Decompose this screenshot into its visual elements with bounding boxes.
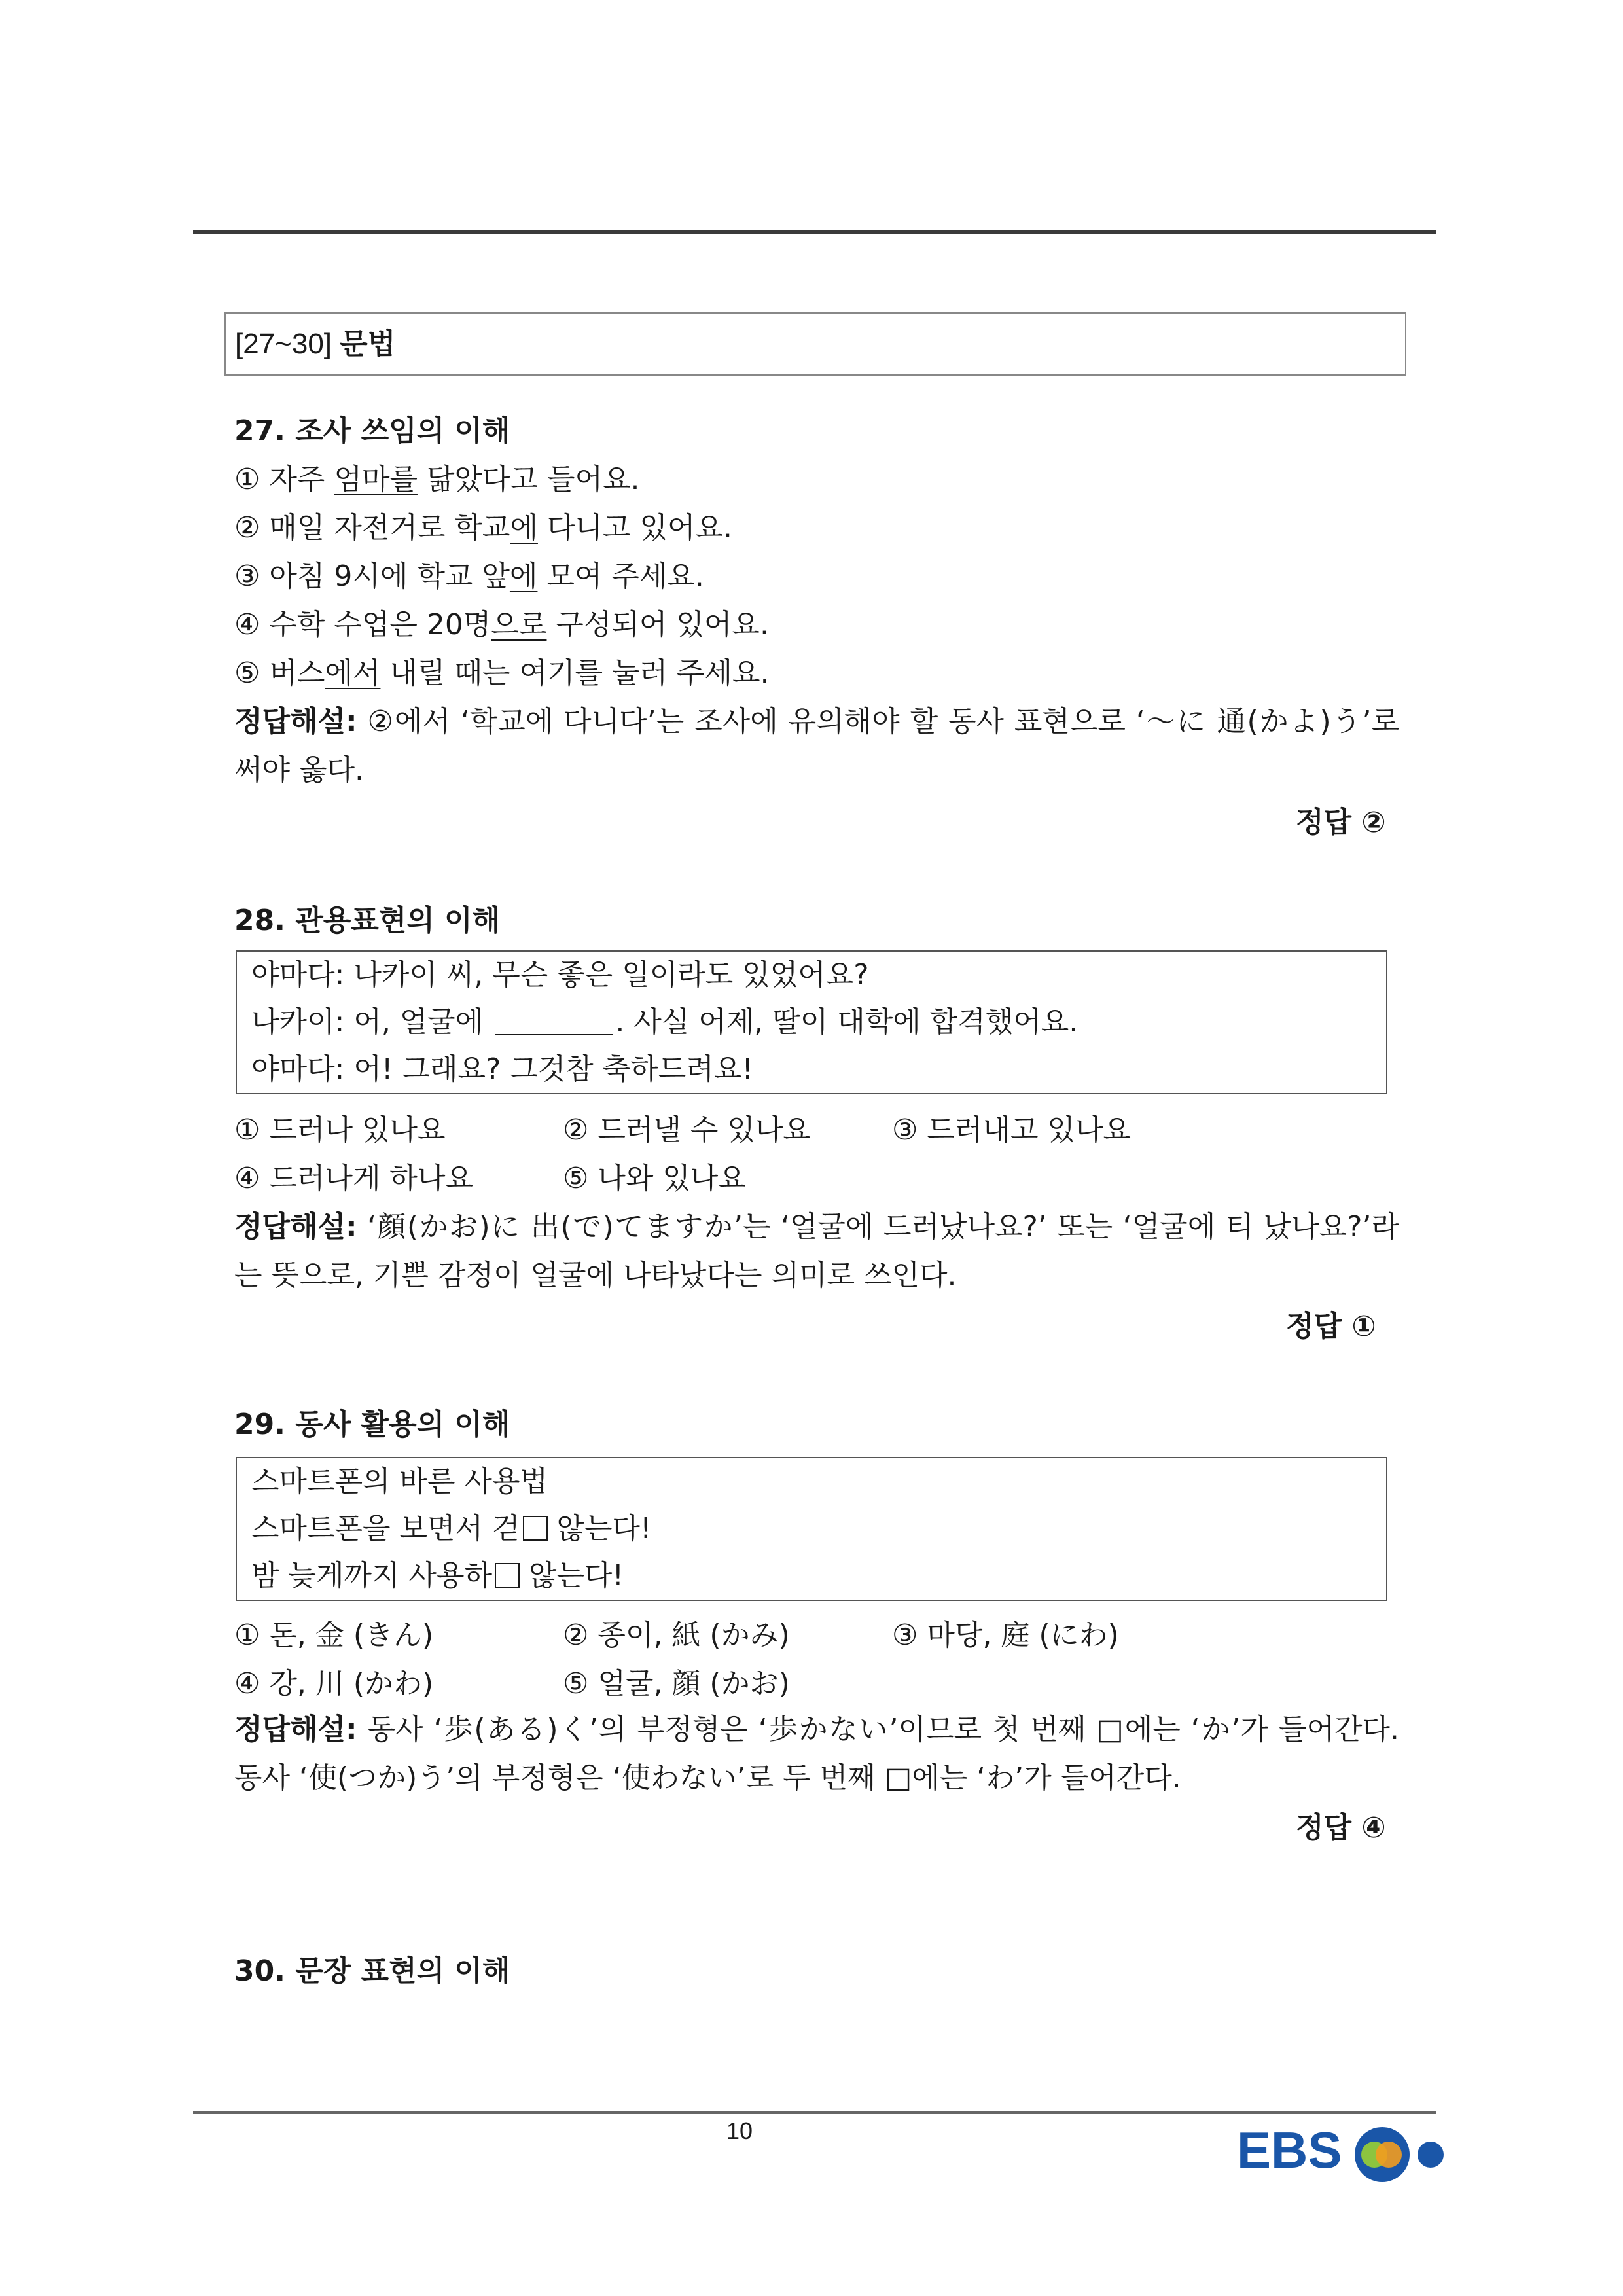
option-4: ④ 수학 수업은 20명으로 구성되어 있어요. — [234, 608, 769, 641]
blank-square-icon — [495, 1563, 520, 1588]
options-28 — [234, 1106, 1399, 1203]
ebs-logo — [1237, 2115, 1453, 2187]
option-5: ⑤ 얼굴, 顔 (かお) — [563, 1667, 790, 1700]
footer-rule — [193, 2111, 1436, 2114]
answer-28: 정답 ① — [1286, 1310, 1376, 1343]
notice-box — [236, 1457, 1387, 1601]
answer-blank — [495, 1005, 613, 1035]
section-range: [27~30] — [235, 328, 332, 360]
question-27 — [234, 407, 1399, 795]
section-title: 문법 — [340, 328, 396, 360]
option-5: ⑤ 버스에서 내릴 때는 여기를 눌러 주세요. — [234, 656, 770, 690]
option-1: ① 드러나 있나요 — [234, 1113, 446, 1147]
blank-square-icon — [523, 1516, 548, 1541]
dialog-box — [236, 950, 1387, 1094]
notice-line-3: 밤 늦게까지 사용하 않는다! — [251, 1559, 624, 1592]
notice-line-2: 스마트폰을 보면서 걷 않는다! — [251, 1512, 652, 1545]
answer-27: 정답 ② — [1296, 806, 1386, 839]
option-2: ② 종이, 紙 (かみ) — [563, 1619, 790, 1652]
option-4: ④ 드러나게 하나요 — [234, 1162, 473, 1195]
question-30-title-block — [234, 1947, 1399, 1996]
answer-29: 정답 ④ — [1296, 1811, 1386, 1844]
option-2: ② 매일 자전거로 학교에 다니고 있어요. — [234, 511, 732, 545]
option-3: ③ 드러내고 있나요 — [892, 1113, 1131, 1147]
explanation: 정답해설: ②에서 ‘학교에 다니다’는 조사에 유의해야 할 동사 표현으로 ‘～に 通(かよ)う’로 써야 옳다. — [234, 705, 1399, 787]
question-29-title-block — [234, 1401, 1399, 1449]
option-2: ② 드러낼 수 있나요 — [563, 1113, 811, 1147]
dialog-line-3: 야마다: 어! 그래요? 그것참 축하드려요! — [251, 1052, 753, 1086]
section-header — [224, 312, 1406, 376]
options-29 — [234, 1611, 1399, 1708]
question-title: 30. 문장 표현의 이해 — [234, 1954, 510, 1988]
notice-line-1: 스마트폰의 바른 사용법 — [251, 1465, 548, 1498]
question-28-title-block — [234, 897, 1399, 945]
option-1: ① 돈, 金 (きん) — [234, 1619, 434, 1652]
option-3: ③ 아침 9시에 학교 앞에 모여 주세요. — [234, 560, 704, 593]
question-title: 29. 동사 활용의 이해 — [234, 1408, 510, 1441]
page-number: 10 — [726, 2117, 753, 2144]
explanation-28: 정답해설: ‘顔(かお)に 出(で)てますか’는 ‘얼굴에 드러났나요?’ 또는 ‘얼굴에 티 났나요?’라는 뜻으로, 기쁜 감정이 얼굴에 나타났다는 의미로 쓰인다. — [234, 1210, 1399, 1292]
question-title: 27. 조사 쓰임의 이해 — [234, 414, 510, 448]
question-title: 28. 관용표현의 이해 — [234, 904, 501, 937]
option-4: ④ 강, 川 (かわ) — [234, 1667, 434, 1700]
logo-text: EBS — [1237, 2121, 1342, 2179]
option-5: ⑤ 나와 있나요 — [563, 1162, 746, 1195]
explanation-29: 정답해설: 동사 ‘歩(ある)く’의 부정형은 ‘歩かない’이므로 첫 번째 □에는 ‘か’가 들어간다. 동사 ‘使(つか)う’의 부정형은 ‘使わない’로 두 번째 □에는 ‘わ’가 들어간다. — [234, 1713, 1399, 1795]
option-3: ③ 마당, 庭 (にわ) — [892, 1619, 1119, 1652]
option-1: ① 자주 엄마를 닮았다고 들어요. — [234, 463, 640, 496]
dialog-line-2: 나카이: 어, 얼굴에 . 사실 어제, 딸이 대학에 합격했어요. — [251, 1005, 1079, 1039]
dialog-line-1: 야마다: 나카이 씨, 무슨 좋은 일이라도 있었어요? — [251, 958, 869, 992]
header-rule — [193, 230, 1436, 234]
